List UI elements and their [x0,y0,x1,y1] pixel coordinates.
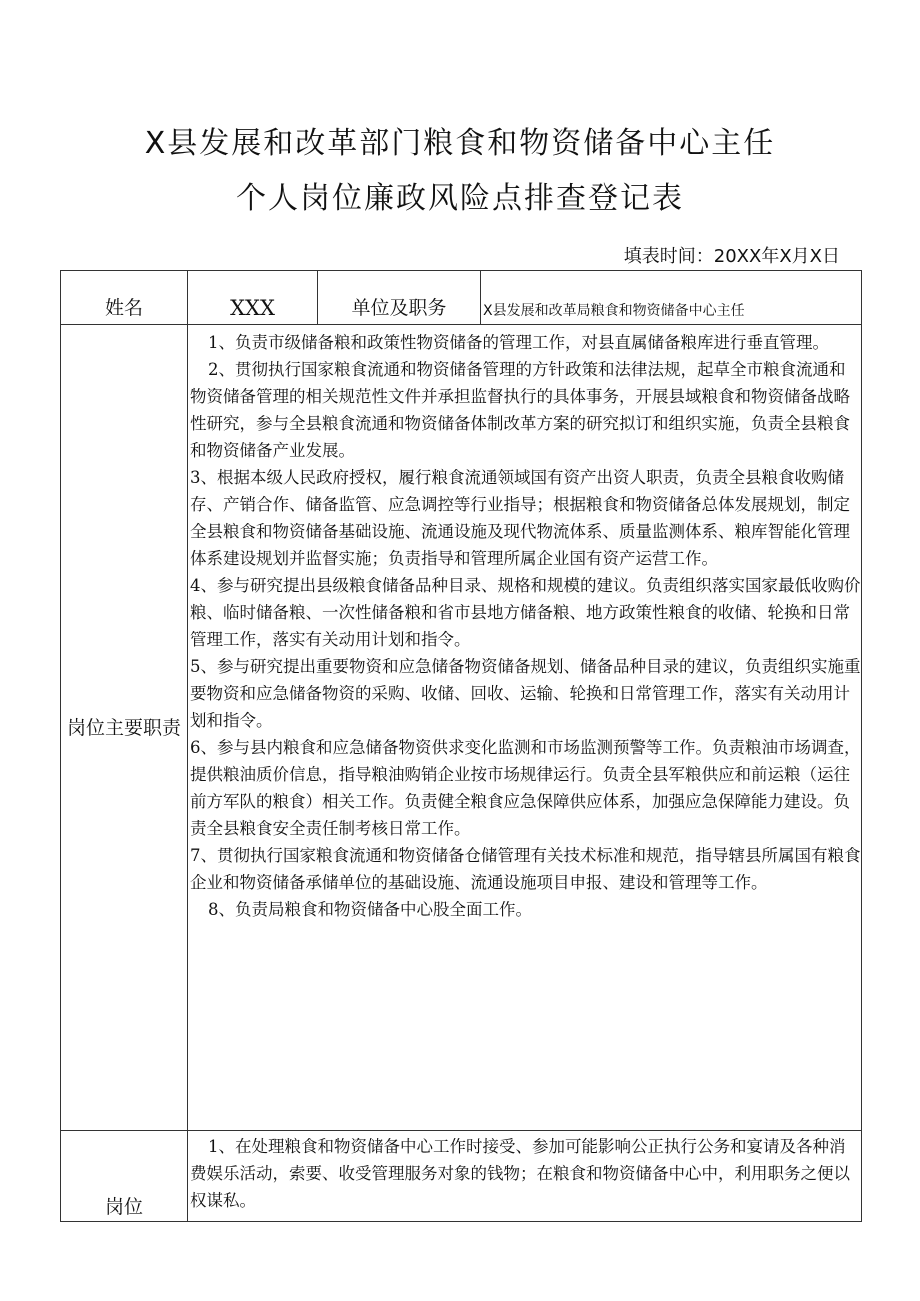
unit-position-label: 单位及职务 [318,271,481,325]
page-title-line1: X县发展和改革部门粮食和物资储备中心主任 [144,126,776,161]
duty-item: 3、根据本级人民政府授权，履行粮食流通领域国有资产出资人职责，负责全县粮食收购储存、产销合作、储备监管、应急调控等行业指导；根据粮食和物资储备总体发展规划，制定全县粮食和物资储备基础设施、流通设施及现代物流体系、质量监测体系、粮库智能化管理体系建设规划并监督实施；负责指导和管理所属企业国有资产运营工作。 [190,468,850,568]
duties-label: 岗位主要职责 [61,325,188,1131]
duty-item: 4、参与研究提出县级粮食储备品种目录、规格和规模的建议。负责组织落实国家最低收购价粮、临时储备粮、一次性储备粮和省市县地方储备粮、地方政策性粮食的收储、轮换和日常管理工作，落实有关动用计划和指令。 [190,576,861,649]
risk-item: 1、在处理粮食和物资储备中心工作时接受、参加可能影响公正执行公务和宴请及各种消费娱乐活动，索要、收受管理服务对象的钱物；在粮食和物资储备中心中，利用职务之便以权谋私。 [190,1137,850,1210]
duty-item: 7、贯彻执行国家粮食流通和物资储备仓储管理有关技术标准和规范，指导辖县所属国有粮食企业和物资储备承储单位的基础设施、流通设施项目申报、建设和管理等工作。 [190,846,861,892]
risk-content [188,1131,862,1222]
duty-item: 2、贯彻执行国家粮食流通和物资储备管理的方针政策和法律法规，起草全市粮食流通和物资储备管理的相关规范性文件并承担监督执行的具体事务，开展县域粮食和物资储备战略性研究，参与全县粮食流通和物资储备体制改革方案的研究拟订和组织实施，负责全县粮食和物资储备产业发展。 [190,360,850,460]
risk-row [61,1131,862,1222]
page-title-line2: 个人岗位廉政风险点排查登记表 [236,181,684,216]
fill-date: 填表时间：20XX年X月X日 [623,246,840,267]
basic-info-row [61,271,862,325]
duty-item: 1、负责市级储备粮和政策性物资储备的管理工作，对县直属储备粮库进行垂直管理。 [208,333,829,352]
duties-content [188,325,862,1131]
duties-row [61,325,862,1131]
duty-item: 8、负责局粮食和物资储备中心股全面工作。 [208,900,532,919]
registration-form-table [60,270,862,1222]
duty-item: 5、参与研究提出重要物资和应急储备物资储备规划、储备品种目录的建议，负责组织实施重要物资和应急储备物资的采购、收储、回收、运输、轮换和日常管理工作，落实有关动用计划和指令。 [190,657,861,730]
name-label: 姓名 [61,271,188,325]
unit-position-value: X县发展和改革局粮食和物资储备中心主任 [481,271,862,325]
risk-label: 岗位 [61,1131,188,1222]
name-value: XXX [188,271,318,325]
duty-item: 6、参与县内粮食和应急储备物资供求变化监测和市场监测预警等工作。负责粮油市场调查，提供粮油质价信息，指导粮油购销企业按市场规律运行。负责全县军粮供应和前运粮（运往前方军队的粮食）相关工作。负责健全粮食应急保障供应体系，加强应急保障能力建设。负责全县粮食安全责任制考核日常工作。 [190,738,861,838]
